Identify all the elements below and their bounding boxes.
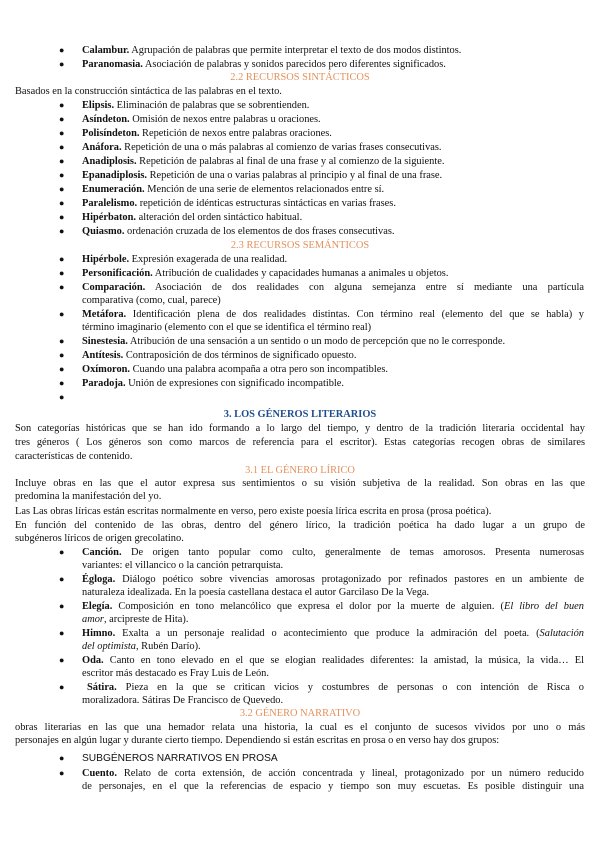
list-item: Hipérbaton. alteración del orden sintáctico habitual.	[82, 212, 303, 223]
list-item-continuation: del optimista, Rubén Darío).	[82, 641, 201, 652]
paragraph-line: En función del contenido de las obras, dentro del género lírico, la tradición poética ha dado lugar a un grupo de	[15, 520, 585, 531]
bullet: ●	[59, 350, 65, 360]
bullet: ●	[59, 128, 65, 138]
paragraph: Basados en la construcción sintáctica de las palabras en el texto.	[15, 86, 282, 97]
list-item: Calambur. Agrupación de palabras que permite interpretar el texto de dos modos distintos.	[82, 45, 462, 56]
list-item: Paradoja. Unión de expresiones con significado incompatible.	[82, 378, 345, 389]
bullet: ●	[59, 753, 65, 763]
list-item: Comparación. Asociación de dos realidades con alguna semejanza entre sí mediante una partícula	[82, 282, 584, 293]
list-item-continuation: de personajes, en el que la referencias de espacio y tiempo son muy escuetas. Es posible distinguir una	[82, 781, 584, 792]
paragraph-line: subgéneros líricos de origen grecolatino.	[15, 533, 184, 544]
paragraph-line: predomina la manifestación del yo.	[15, 491, 162, 502]
section-heading: 3. LOS GÉNEROS LITERARIOS	[223, 409, 377, 420]
list-item: Sátira. Pieza en la que se critican vicios y costumbres de personas o con intención de Risca o	[87, 682, 584, 693]
bullet: ●	[59, 655, 65, 665]
bullet: ●	[59, 184, 65, 194]
list-item: Polisíndeton. Repetición de nexos entre palabras oraciones.	[82, 128, 332, 139]
paragraph-line: características de contenido.	[15, 451, 133, 462]
bullet: ●	[59, 309, 65, 319]
bullet: ●	[59, 768, 65, 778]
bullet: ●	[59, 170, 65, 180]
section-heading: 3.1 EL GÉNERO LÍRICO	[245, 465, 355, 476]
list-item: Oxímoron. Cuando una palabra acompaña a otra pero son incompatibles.	[82, 364, 388, 375]
bullet: ●	[59, 59, 65, 69]
bullet: ●	[59, 574, 65, 584]
list-item: Canción. De origen tanto popular como culto, generalmente de temas amorosos. Presenta numerosas	[82, 547, 584, 558]
paragraph-line: personajes en algún lugar y durante cierto tiempo. Dependiendo si están escritas en prosa o en verso hay dos grupos:	[15, 735, 500, 746]
bullet: ●	[59, 254, 65, 264]
list-item: Himno. Exalta a un personaje realidad o acontecimiento que produce la admiración del poeta. (Salutación	[82, 628, 584, 639]
paragraph-line: Las Las obras líricas están escritas normalmente en verso, pero existe poesía lírica escrita en prosa (prosa poética).	[15, 506, 492, 517]
bullet: ●	[59, 601, 65, 611]
section-heading: 2.3 RECURSOS SEMÁNTICOS	[230, 240, 370, 251]
list-item: Égloga. Diálogo poético sobre vivencias amorosas protagonizado por refinados pastores en un ambiente de	[82, 574, 584, 585]
bullet: ●	[59, 628, 65, 638]
list-item: Anadiplosis. Repetición de palabras al final de una frase y al comienzo de la siguiente.	[82, 156, 445, 167]
bullet: ●	[59, 156, 65, 166]
bullet: ●	[59, 268, 65, 278]
list-item: Hipérbole. Expresión exagerada de una realidad.	[82, 254, 288, 265]
list-item: Paranomasia. Asociación de palabras y sonidos parecidos pero diferentes significados.	[82, 59, 446, 70]
bullet: ●	[59, 226, 65, 236]
bullet: ●	[59, 45, 65, 55]
list-item: Enumeración. Mención de una serie de elementos relacionados entre sí.	[82, 184, 385, 195]
list-item-continuation: amor, arcipreste de Hita).	[82, 614, 189, 625]
list-item: Anáfora. Repetición de una o más palabras al comienzo de varias frases consecutivas.	[82, 142, 442, 153]
bullet: ●	[59, 336, 65, 346]
paragraph-line: tres géneros ( Los géneros son como marcos de referencia para el escritor). Estas categorías recogen obras de similares	[15, 437, 585, 448]
list-item: Epanadiplosis. Repetición de una o varias palabras al principio y al final de una frase.	[82, 170, 443, 181]
paragraph-line: Son categorías históricas que se han ido formando a lo largo del tiempo, y dentro de la tradición literaria occidental hay	[15, 423, 585, 434]
list-item-continuation: comparativa (como, cual, parece)	[82, 295, 221, 306]
bullet: ●	[59, 392, 65, 402]
section-heading: 2.2 RECURSOS SINTÁCTICOS	[230, 72, 370, 83]
list-item-continuation: naturaleza idealizada. En la poesía castellana destaca el autor Garcilaso De la Vega.	[82, 587, 430, 598]
list-item: Sinestesia. Atribución de una sensación a un sentido o un modo de percepción que no le corresponde.	[82, 336, 506, 347]
list-item: Oda. Canto en tono elevado en el que se elogian realidades diferentes: la amistad, la música, la vida… El	[82, 655, 584, 666]
list-item: Antítesis. Contraposición de dos términos de significado opuesto.	[82, 350, 357, 361]
list-item: Quiasmo. ordenación cruzada de los elementos de dos frases consecutivas.	[82, 226, 395, 237]
list-item-continuation: variantes: el villancico o la canción petrarquista.	[82, 560, 284, 571]
list-item: Cuento. Relato de corta extensión, de acción concentrada y lineal, protagonizado por un número reducido	[82, 768, 584, 779]
list-item: Paralelismo. repetición de idénticas estructuras sintácticas en varias frases.	[82, 198, 396, 209]
bullet: ●	[59, 100, 65, 110]
list-item: Metáfora. Identificación plena de dos realidades distintas. Con término real (elemento del que se habla) y	[82, 309, 584, 320]
bullet: ●	[59, 212, 65, 222]
bullet: ●	[59, 198, 65, 208]
bullet: ●	[59, 114, 65, 124]
list-item: Elegía. Composición en tono melancólico que expresa el dolor por la muerte de alguien. (El libro del buen	[82, 601, 584, 612]
list-item-continuation: término imaginario (elemento con el que se identifica el término real)	[82, 322, 372, 333]
section-heading: 3.2 GÉNERO NARRATIVO	[239, 708, 361, 719]
paragraph-line: obras literarias en las que una hemador relata una historia, la cual es el conjunto de sucesos vividos por uno o más	[15, 722, 585, 733]
list-item: Personificación. Atribución de cualidades y capacidades humanas a animales u objetos.	[82, 268, 449, 279]
paragraph-line: Incluye obras en las que el autor expresa sus sentimientos o su visión subjetiva de la realidad. Son obras en las que	[15, 478, 585, 489]
subsection-heading: SUBGÉNEROS NARRATIVOS EN PROSA	[82, 753, 278, 764]
bullet: ●	[59, 142, 65, 152]
list-item-continuation: escritor más destacado es Fray Luis de León.	[82, 668, 269, 679]
list-item: Asíndeton. Omisión de nexos entre palabras u oraciones.	[82, 114, 321, 125]
list-item-continuation: moralizadora. Sátiras De Francisco de Quevedo.	[82, 695, 284, 706]
bullet: ●	[59, 378, 65, 388]
bullet: ●	[59, 682, 65, 692]
bullet: ●	[59, 364, 65, 374]
bullet: ●	[59, 547, 65, 557]
list-item: Elipsis. Eliminación de palabras que se sobrentienden.	[82, 100, 310, 111]
bullet: ●	[59, 282, 65, 292]
